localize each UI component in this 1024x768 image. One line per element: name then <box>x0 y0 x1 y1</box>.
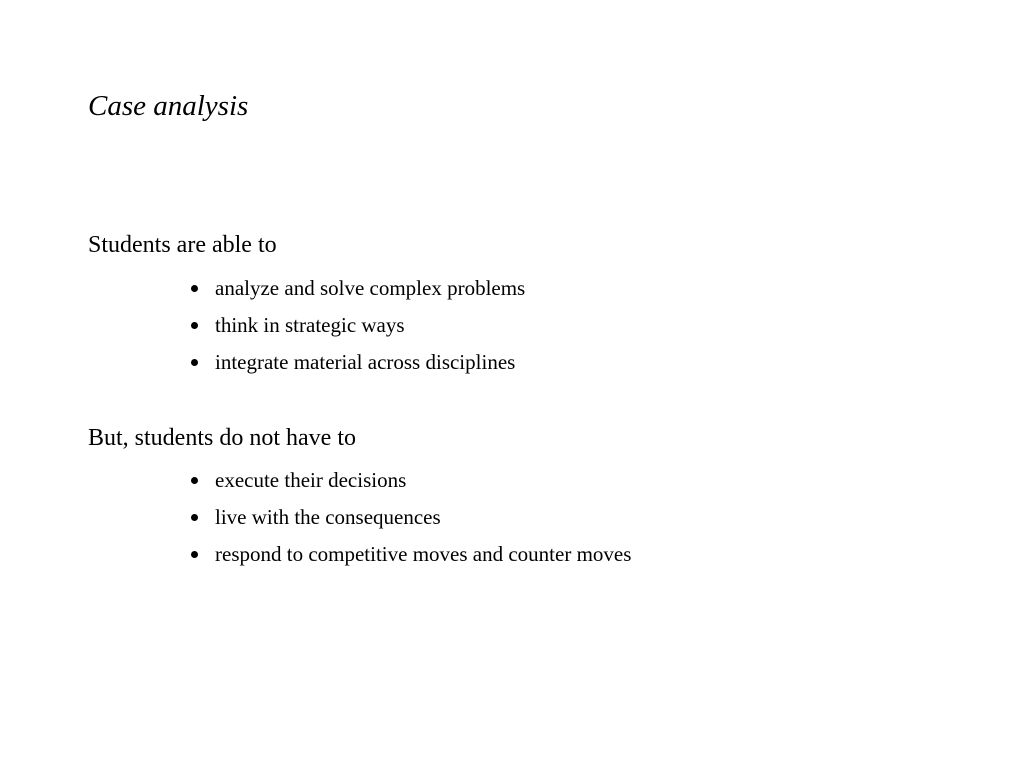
bullet-dot-icon <box>191 322 198 329</box>
bullet-dot-icon <box>191 285 198 292</box>
list-item <box>188 536 631 573</box>
list-item-text: respond to competitive moves and counter moves <box>215 542 632 566</box>
list-item-text: analyze and solve complex problems <box>215 276 526 300</box>
list-item <box>188 462 631 499</box>
bullet-list-not <box>188 462 631 573</box>
list-item <box>188 344 525 381</box>
list-item-text: think in strategic ways <box>215 313 405 337</box>
bullet-dot-icon <box>191 477 198 484</box>
slide-title: Case analysis <box>88 90 249 122</box>
bullet-list-able <box>188 270 525 381</box>
list-item-text: integrate material across disciplines <box>215 350 516 374</box>
section-heading-not: But, students do not have to <box>88 425 356 451</box>
list-item-text: live with the consequences <box>215 505 441 529</box>
list-item <box>188 307 525 344</box>
list-item <box>188 499 631 536</box>
section-heading-able: Students are able to <box>88 232 277 258</box>
bullet-dot-icon <box>191 514 198 521</box>
bullet-dot-icon <box>191 359 198 366</box>
list-item <box>188 270 525 307</box>
bullet-dot-icon <box>191 551 198 558</box>
list-item-text: execute their decisions <box>215 468 407 492</box>
